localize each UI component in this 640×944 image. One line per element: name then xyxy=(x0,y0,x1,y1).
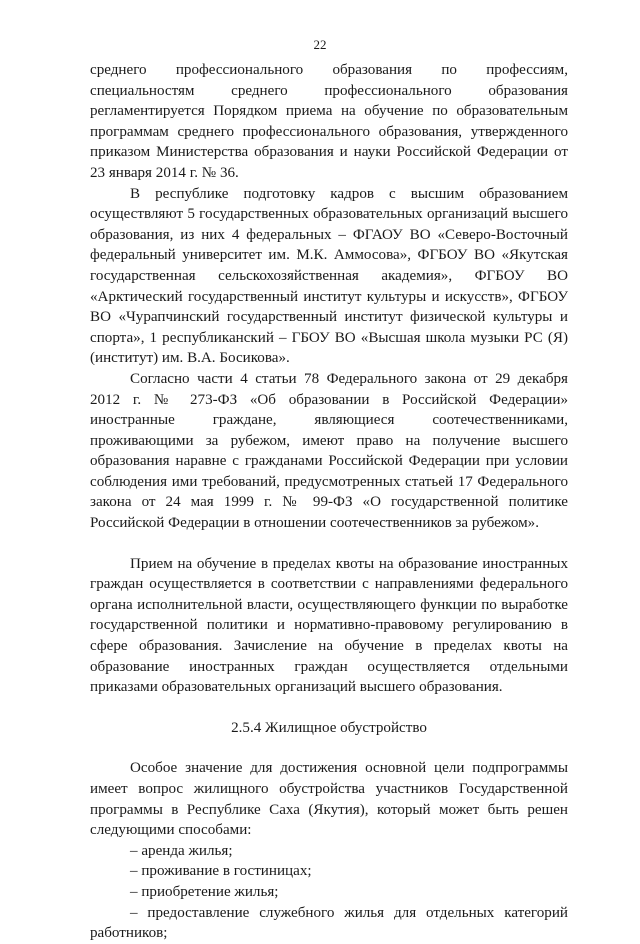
paragraph-5: Особое значение для достижения основной цели подпрограммы имеет вопрос жилищного обустройства участников Государственной программы в Республике Саха (Якутия), который может быть решен следующими способами: xyxy=(90,760,568,839)
document-body xyxy=(90,60,568,944)
section-heading: 2.5.4 Жилищное обустройство xyxy=(231,719,427,736)
paragraph-1: среднего профессионального образования по профессиям, специальностям среднего профессионального образования регламентируется Порядком приема на обучение по образовательным программам среднего профессионального образования, утвержденного приказом Министерства образования и науки Российской Федерации от 23 января 2014 г. № 36. xyxy=(90,62,568,181)
spacer xyxy=(90,698,568,718)
paragraph-4: Прием на обучение в пределах квоты на образование иностранных граждан осуществляется в соответствии с направлениями федерального органа исполнительной власти, осуществляющего функции по выработке государственной политики и нормативно-правовому регулированию в сфере образования. Зачисление на обучение в пределах квоты на образование иностранных граждан осуществляется отдельными приказами образовательных организаций высшего образования. xyxy=(90,555,568,696)
page-number: 22 xyxy=(313,37,327,52)
list-item: – аренда жилья; xyxy=(130,842,233,859)
spacer xyxy=(90,738,568,758)
paragraph-3: Согласно части 4 статьи 78 Федерального закона от 29 декабря 2012 г. № 273-ФЗ «Об образовании в Российской Федерации» иностранные граждане, являющиеся соотечественниками, проживающими за рубежом, имеют право на получение высшего образования наравне с гражданами Российской Федерации при условии соблюдения ими требований, предусмотренных статьей 17 Федерального закона от 24 мая 1999 г. № 99-ФЗ «О государственной политике Российской Федерации в отношении соотечественников за рубежом». xyxy=(90,370,568,532)
list-item: – приобретение жилья; xyxy=(130,883,279,900)
paragraph-2: В республике подготовку кадров с высшим образованием осуществляют 5 государственных образовательных организаций высшего образования, из них 4 федеральных – ФГАОУ ВО «Северо-Восточный федеральный университет им. М.К. Аммосова», ФГБОУ ВО «Якутская государственная сельскохозяйственная академия», ФГБОУ ВО «Арктический государственный институт культуры и искусств», ФГБОУ ВО «Чурапчинский государственный институт физической культуры и спорта», 1 республиканский – ГБОУ ВО «Высшая школа музыки РС (Я) (институт) им. В.А. Босикова». xyxy=(90,185,568,367)
list-item: – проживание в гостиницах; xyxy=(130,863,312,880)
spacer xyxy=(90,534,568,554)
list-item: – предоставление служебного жилья для отдельных категорий работников; xyxy=(90,904,568,942)
